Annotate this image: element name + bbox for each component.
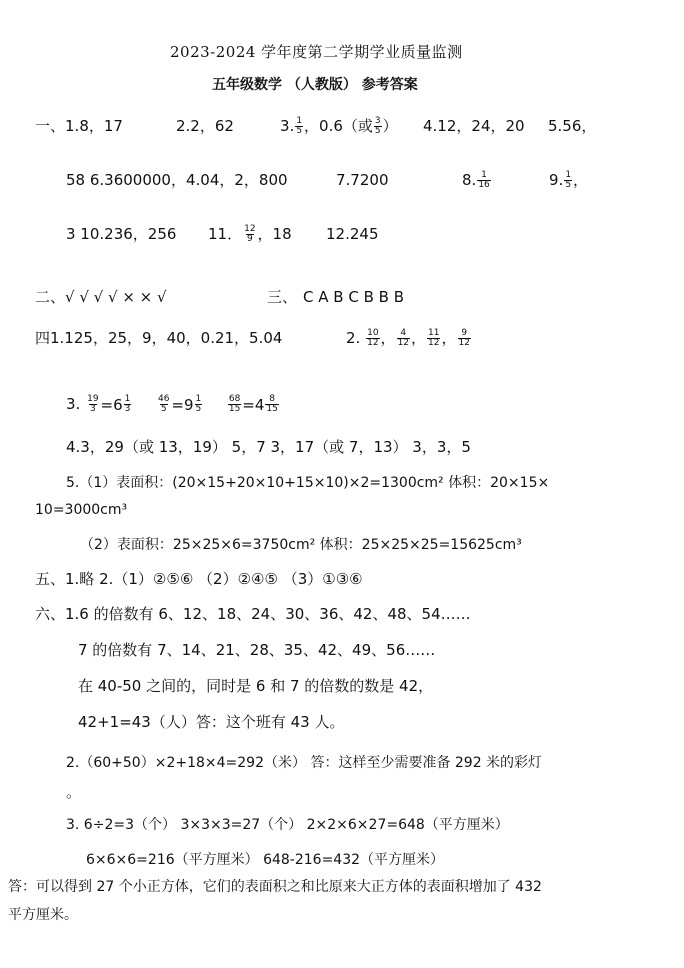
- section-6-answer-3-conclusion: 答：可以得到 27 个小正方体，它们的表面积之和比原来大正方体的表面积增加了 432: [8, 879, 542, 895]
- section-4-answer-2: 2. $\frac{10}{12}$ ， $\frac{4}{12}$ ， $\frac{11}{12}$ ， $\frac{9}{12}$: [346, 328, 470, 348]
- section-4-answer-5-part-2: （2）表面积：25×25×6=3750cm² 体积：25×25×25=15625cm³: [80, 537, 522, 553]
- fraction: $\frac{10}{12}$: [367, 328, 379, 348]
- section-4-line-1: 四1.125，25，9，40，0.21，5.04: [35, 329, 283, 347]
- fraction: $\frac{4}{12}$: [397, 328, 410, 348]
- fraction: $\frac{1}{16}$: [478, 170, 490, 190]
- section-6-line-1: 六、1.6 的倍数有 6、12、18、24、30、36、42、48、54……: [35, 605, 471, 623]
- section-6-answer-2-cont: 。: [66, 783, 82, 801]
- section-6-line-3: 在 40-50 之间的，同时是 6 和 7 的倍数的数是 42，: [78, 677, 434, 695]
- section-2-label: 二、: [35, 288, 66, 306]
- fraction: $\frac{9}{12}$: [458, 328, 470, 348]
- section-1-line-2: 58 6.3600000，4.04，2，800: [66, 171, 288, 189]
- section-6-line-4: 42+1=43（人）答：这个班有 43 人。: [78, 713, 345, 731]
- section-4-answer-5-part-1: 5.（1）表面积：(20×15+20×10+15×10)×2=1300cm² 体积：20×15×: [66, 475, 550, 491]
- answer-7: 7.7200: [336, 171, 389, 189]
- section-6-answer-2: 2.（60+50）×2+18×4=292（米） 答：这样至少需要准备 292 米的彩灯: [66, 755, 543, 771]
- answer-3: 3. $\frac{1}{5}$ ，0.6（或 $\frac{3}{5}$ ）: [280, 116, 398, 136]
- mixed-number-equation: $\frac{19}{3}$ =6 $\frac{1}{3}$: [87, 394, 131, 414]
- section-3: [267, 287, 404, 307]
- fraction: $\frac{1}{5}$: [296, 116, 303, 136]
- answer-9: 9. $\frac{1}{5}$ ，: [549, 170, 589, 190]
- fraction: $\frac{1}{5}$: [565, 170, 572, 190]
- section-6-answer-3-line-1: 3. 6÷2=3（个） 3×3×3=27（个） 2×2×6×27=648（平方厘米）: [66, 817, 509, 833]
- section-5: 五、1.略 2.（1）②⑤⑥ （2）②④⑤ （3）①③⑥: [35, 570, 363, 588]
- section-3-label: 三、: [267, 288, 298, 306]
- answer-2: 2.2，62: [176, 117, 234, 135]
- section-4-answer-5-part-1-cont: 10=3000cm³: [35, 502, 128, 518]
- page-title: 2023-2024 学年度第二学期学业质量监测: [170, 43, 463, 61]
- answer-11: 11． $\frac{12}{9}$ ，18: [208, 224, 292, 244]
- section-1-line-3: 3 10.236，256: [66, 225, 177, 243]
- mixed-number-equation: $\frac{46}{5}$ =9 $\frac{1}{5}$: [157, 394, 202, 414]
- fraction: $\frac{11}{12}$: [428, 328, 440, 348]
- answer-1: 1.8，17: [65, 117, 123, 135]
- true-false-marks: √ √ √ √ × × √: [65, 288, 167, 306]
- section-6-line-2: 7 的倍数有 7、14、21、28、35、42、49、56……: [78, 641, 436, 659]
- section-4-answer-3: 3. $\frac{19}{3}$ =6 $\frac{1}{3}$ $\frac{46}{5}$ =9 $\frac{1}{5}$ $\frac{68}{15}$ =4 $\frac{8}{15}$: [66, 394, 278, 414]
- page-subtitle: 五年级数学 （人教版） 参考答案: [212, 77, 418, 93]
- answer-12: 12.245: [326, 225, 379, 243]
- answer-4: 4.12，24，20: [423, 117, 525, 135]
- fraction: $\frac{3}{5}$: [374, 116, 381, 136]
- answer-5: 5.56，: [548, 117, 597, 135]
- answer-8: 8. $\frac{1}{16}$: [462, 170, 490, 190]
- section-6-answer-3-line-2: 6×6×6=216（平方厘米） 648-216=432（平方厘米）: [86, 852, 445, 868]
- choice-answers: C A B C B B B: [303, 288, 404, 306]
- section-4-answer-4: 4.3，29（或 13，19） 5，7 3，17（或 7，13） 3，3，5: [66, 438, 471, 456]
- mixed-number-equation: $\frac{68}{15}$ =4 $\frac{8}{15}$: [228, 394, 278, 414]
- section-6-answer-3-conclusion-cont: 平方厘米。: [8, 907, 78, 923]
- section-2: [35, 287, 167, 307]
- section-1-label: 一、: [35, 117, 66, 135]
- section-1-line-1: [35, 116, 123, 136]
- fraction: $\frac{12}{9}$: [244, 224, 256, 244]
